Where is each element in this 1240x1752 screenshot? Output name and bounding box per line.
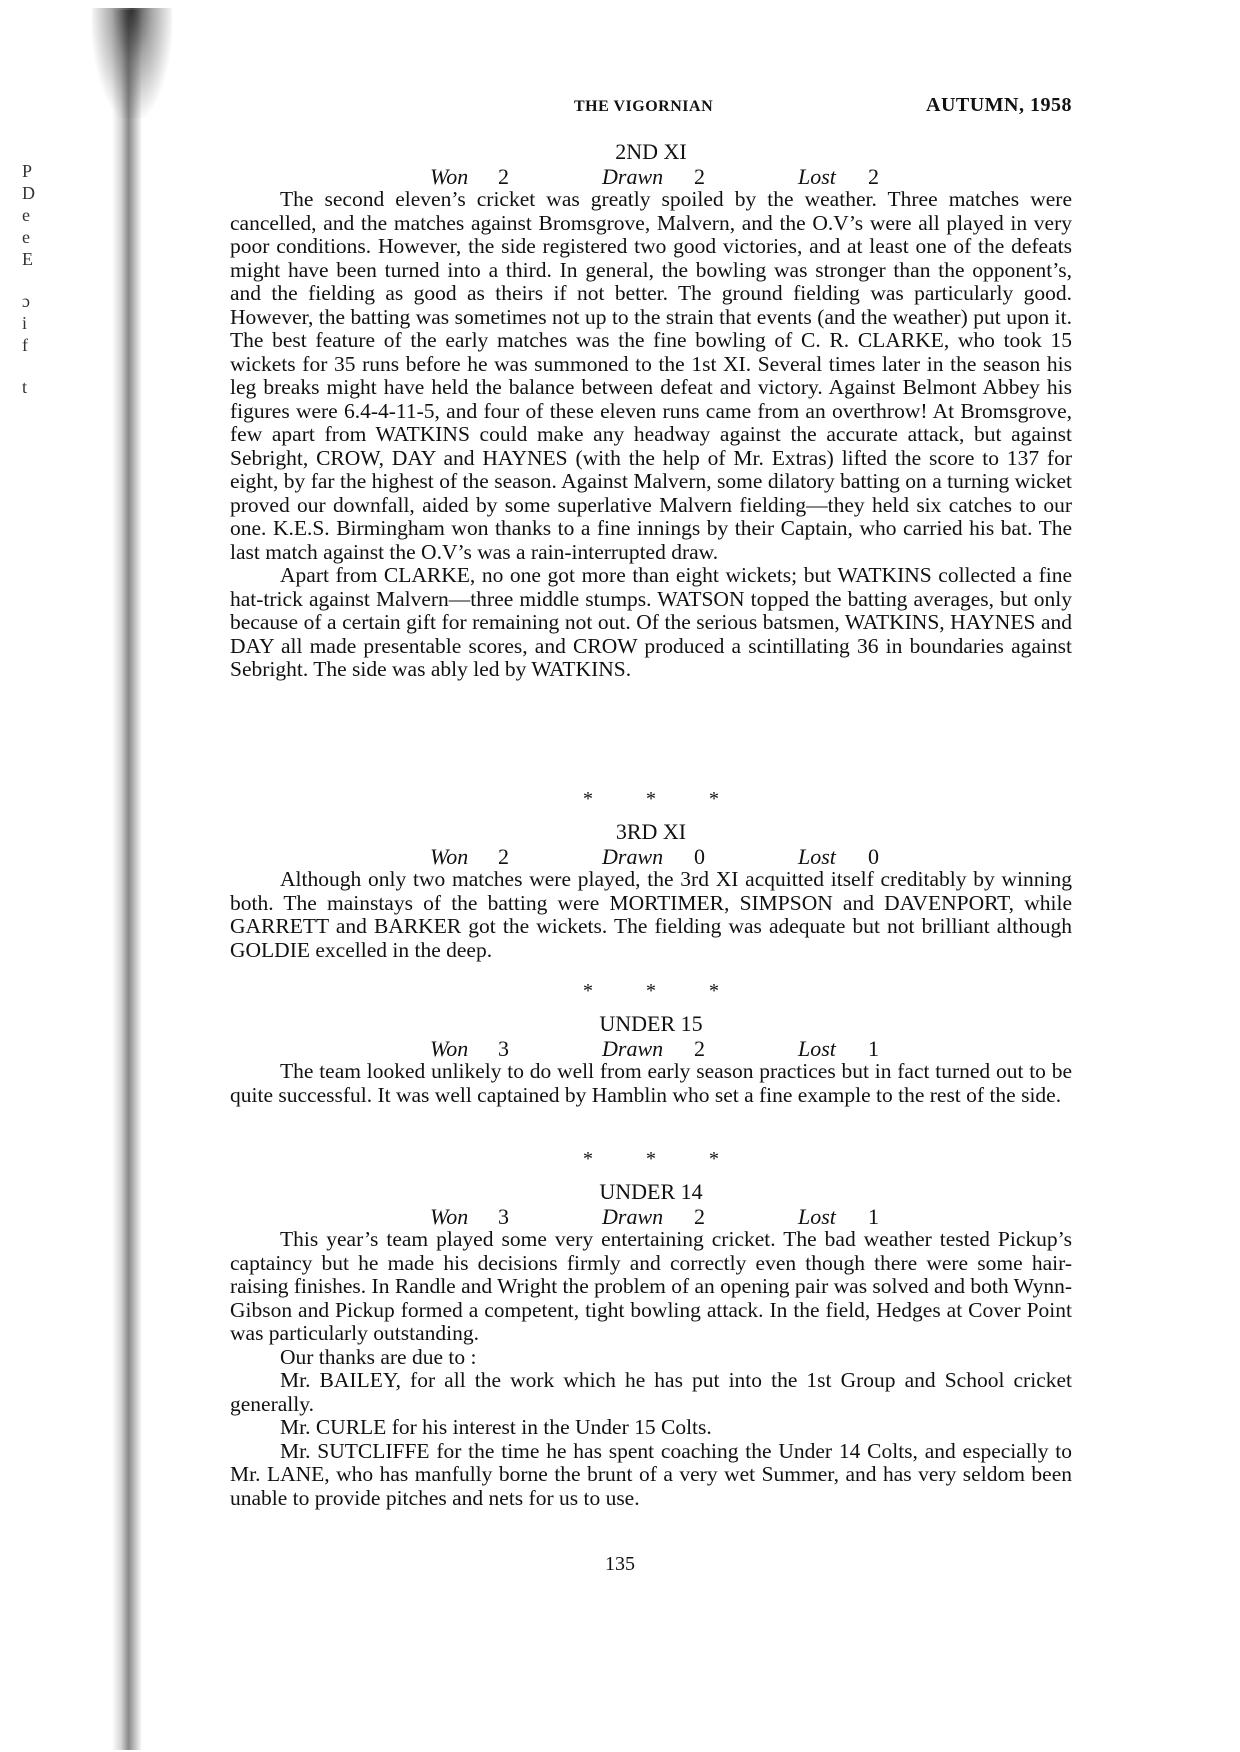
paragraph: The team looked unlikely to do well from early season practices but in fact turned out to be quite successful. It was well captained by Hamblin who set a fine example to the rest of the side.	[230, 1059, 1072, 1107]
section-title: UNDER 15	[599, 1011, 703, 1036]
drawn-count: 2	[694, 1036, 705, 1061]
journal-title: THE VIGORNIAN	[574, 98, 714, 115]
paragraph: Mr. SUTCLIFFE for the time he has spent coaching the Under 14 Colts, and especially to Mr. LANE, who has manfully borne the brunt of a very wet Summer, and has very seldom been unable to provide pitches and nets for us to use.	[230, 1438, 1072, 1510]
section-separator: * * *	[583, 788, 719, 810]
results-line	[230, 1036, 1072, 1060]
section-2nd-xi	[230, 140, 1072, 682]
margin-letter: ɔ	[22, 291, 30, 311]
won-count: 2	[498, 164, 509, 189]
drawn-count: 2	[694, 1204, 705, 1229]
drawn-label: Drawn	[602, 844, 664, 869]
margin-letter: P	[22, 161, 33, 181]
margin-letter: t	[22, 377, 28, 397]
won-count: 3	[498, 1204, 509, 1229]
results-line	[230, 844, 1072, 868]
binding-shadow-top	[92, 8, 172, 118]
drawn-count: 2	[694, 164, 705, 189]
section-separator: * * *	[583, 1148, 719, 1170]
margin-letter: D	[22, 183, 35, 203]
results-line	[230, 164, 1072, 188]
lost-label: Lost	[798, 844, 836, 869]
results-line	[230, 1204, 1072, 1228]
drawn-label: Drawn	[602, 1204, 664, 1229]
section-title: UNDER 14	[599, 1179, 703, 1204]
page-number: 135	[605, 1553, 635, 1575]
lost-count: 1	[868, 1204, 879, 1229]
paragraph: This year’s team played some very entertaining cricket. The bad weather tested Pickup’s captaincy but he made his decisions firmly and correctly even though there were some hair-raising finishes. In Randle and Wright the problem of an opening pair was solved and both Wynn-Gibson and Pickup formed a competent, tight bowling attack. In the field, Hedges at Cover Point was particularly outstanding.	[230, 1227, 1072, 1345]
paragraph: The second eleven’s cricket was greatly spoiled by the weather. Three matches were cancelled, and the matches against Bromsgrove, Malvern, and the O.V’s were all played in very poor conditions. However, the side registered two good victories, and at least one of the defeats might have been turned into a third. In general, the bowling was stronger than the opponent’s, and the fielding as good as theirs if not better. The ground fielding was particularly good. However, the batting was sometimes not up to the strain that events (and the weather) put upon it. The best feature of the early matches was the fine bowling of C. R. CLARKE, who took 15 wickets for 35 runs before he was summoned to the 1st XI. Several times later in the season his leg breaks might have held the balance between defeat and victory. Against Belmont Abbey his figures were 6.4-4-11-5, and four of these eleven runs came from an overthrow! At Bromsgrove, few apart from WATKINS could make any headway against the accurate attack, but against Sebright, CROW, DAY and HAYNES (with the help of Mr. Extras) lifted the score to 137 for eight, by far the highest of the season. Against Malvern, some dilatory batting on a turning wicket proved our downfall, aided by some superlative Malvern fielding—they held six catches to our one. K.E.S. Birmingham won thanks to a fine innings by their Captain, who carried his bat. The last match against the O.V’s was a rain-interrupted draw.	[230, 187, 1072, 564]
margin-letters	[22, 160, 46, 398]
margin-letter: e	[22, 227, 30, 247]
drawn-count: 0	[694, 844, 705, 869]
paragraph: Mr. CURLE for his interest in the Under 15 Colts.	[280, 1415, 712, 1439]
lost-count: 0	[868, 844, 879, 869]
won-label: Won	[430, 164, 469, 189]
issue-date: AUTUMN, 1958	[926, 94, 1072, 116]
running-header	[574, 94, 1072, 126]
section-separator: * * *	[583, 980, 719, 1002]
margin-letter: e	[22, 205, 30, 225]
binding-shadow	[112, 10, 142, 1750]
won-label: Won	[430, 844, 469, 869]
won-count: 3	[498, 1036, 509, 1061]
won-label: Won	[430, 1204, 469, 1229]
drawn-label: Drawn	[602, 164, 664, 189]
margin-letter: i	[22, 313, 28, 333]
section-title: 3RD XI	[615, 819, 687, 844]
lost-count: 1	[868, 1036, 879, 1061]
margin-letter: f	[22, 335, 28, 355]
lost-label: Lost	[798, 1036, 836, 1061]
paragraph: Apart from CLARKE, no one got more than eight wickets; but WATKINS collected a fine hat-trick against Malvern—three middle stumps. WATSON topped the batting averages, but only because of a certain gift for remaining not out. Of the serious batsmen, WATKINS, HAYNES and DAY all made presentable scores, and CROW produced a scintillating 36 in boundaries against Sebright. The side was ably led by WATKINS.	[230, 563, 1072, 681]
section-title: 2ND XI	[615, 139, 687, 164]
lost-label: Lost	[798, 1204, 836, 1229]
drawn-label: Drawn	[602, 1036, 664, 1061]
section-under-14	[230, 1180, 1072, 1510]
paragraph: Our thanks are due to :	[280, 1344, 477, 1369]
section-3rd-xi	[230, 820, 1072, 962]
won-count: 2	[498, 844, 509, 869]
lost-label: Lost	[798, 164, 836, 189]
paragraph: Mr. BAILEY, for all the work which he has put into the 1st Group and School cricket generally.	[230, 1368, 1072, 1416]
margin-letter: E	[22, 249, 33, 269]
paragraph: Although only two matches were played, the 3rd XI acquitted itself creditably by winning both. The mainstays of the batting were MORTIMER, SIMPSON and DAVENPORT, while GARRETT and BARKER got the wickets. The fielding was adequate but not brilliant although GOLDIE excelled in the deep.	[230, 867, 1072, 962]
lost-count: 2	[868, 164, 879, 189]
won-label: Won	[430, 1036, 469, 1061]
section-under-15	[230, 1012, 1072, 1107]
